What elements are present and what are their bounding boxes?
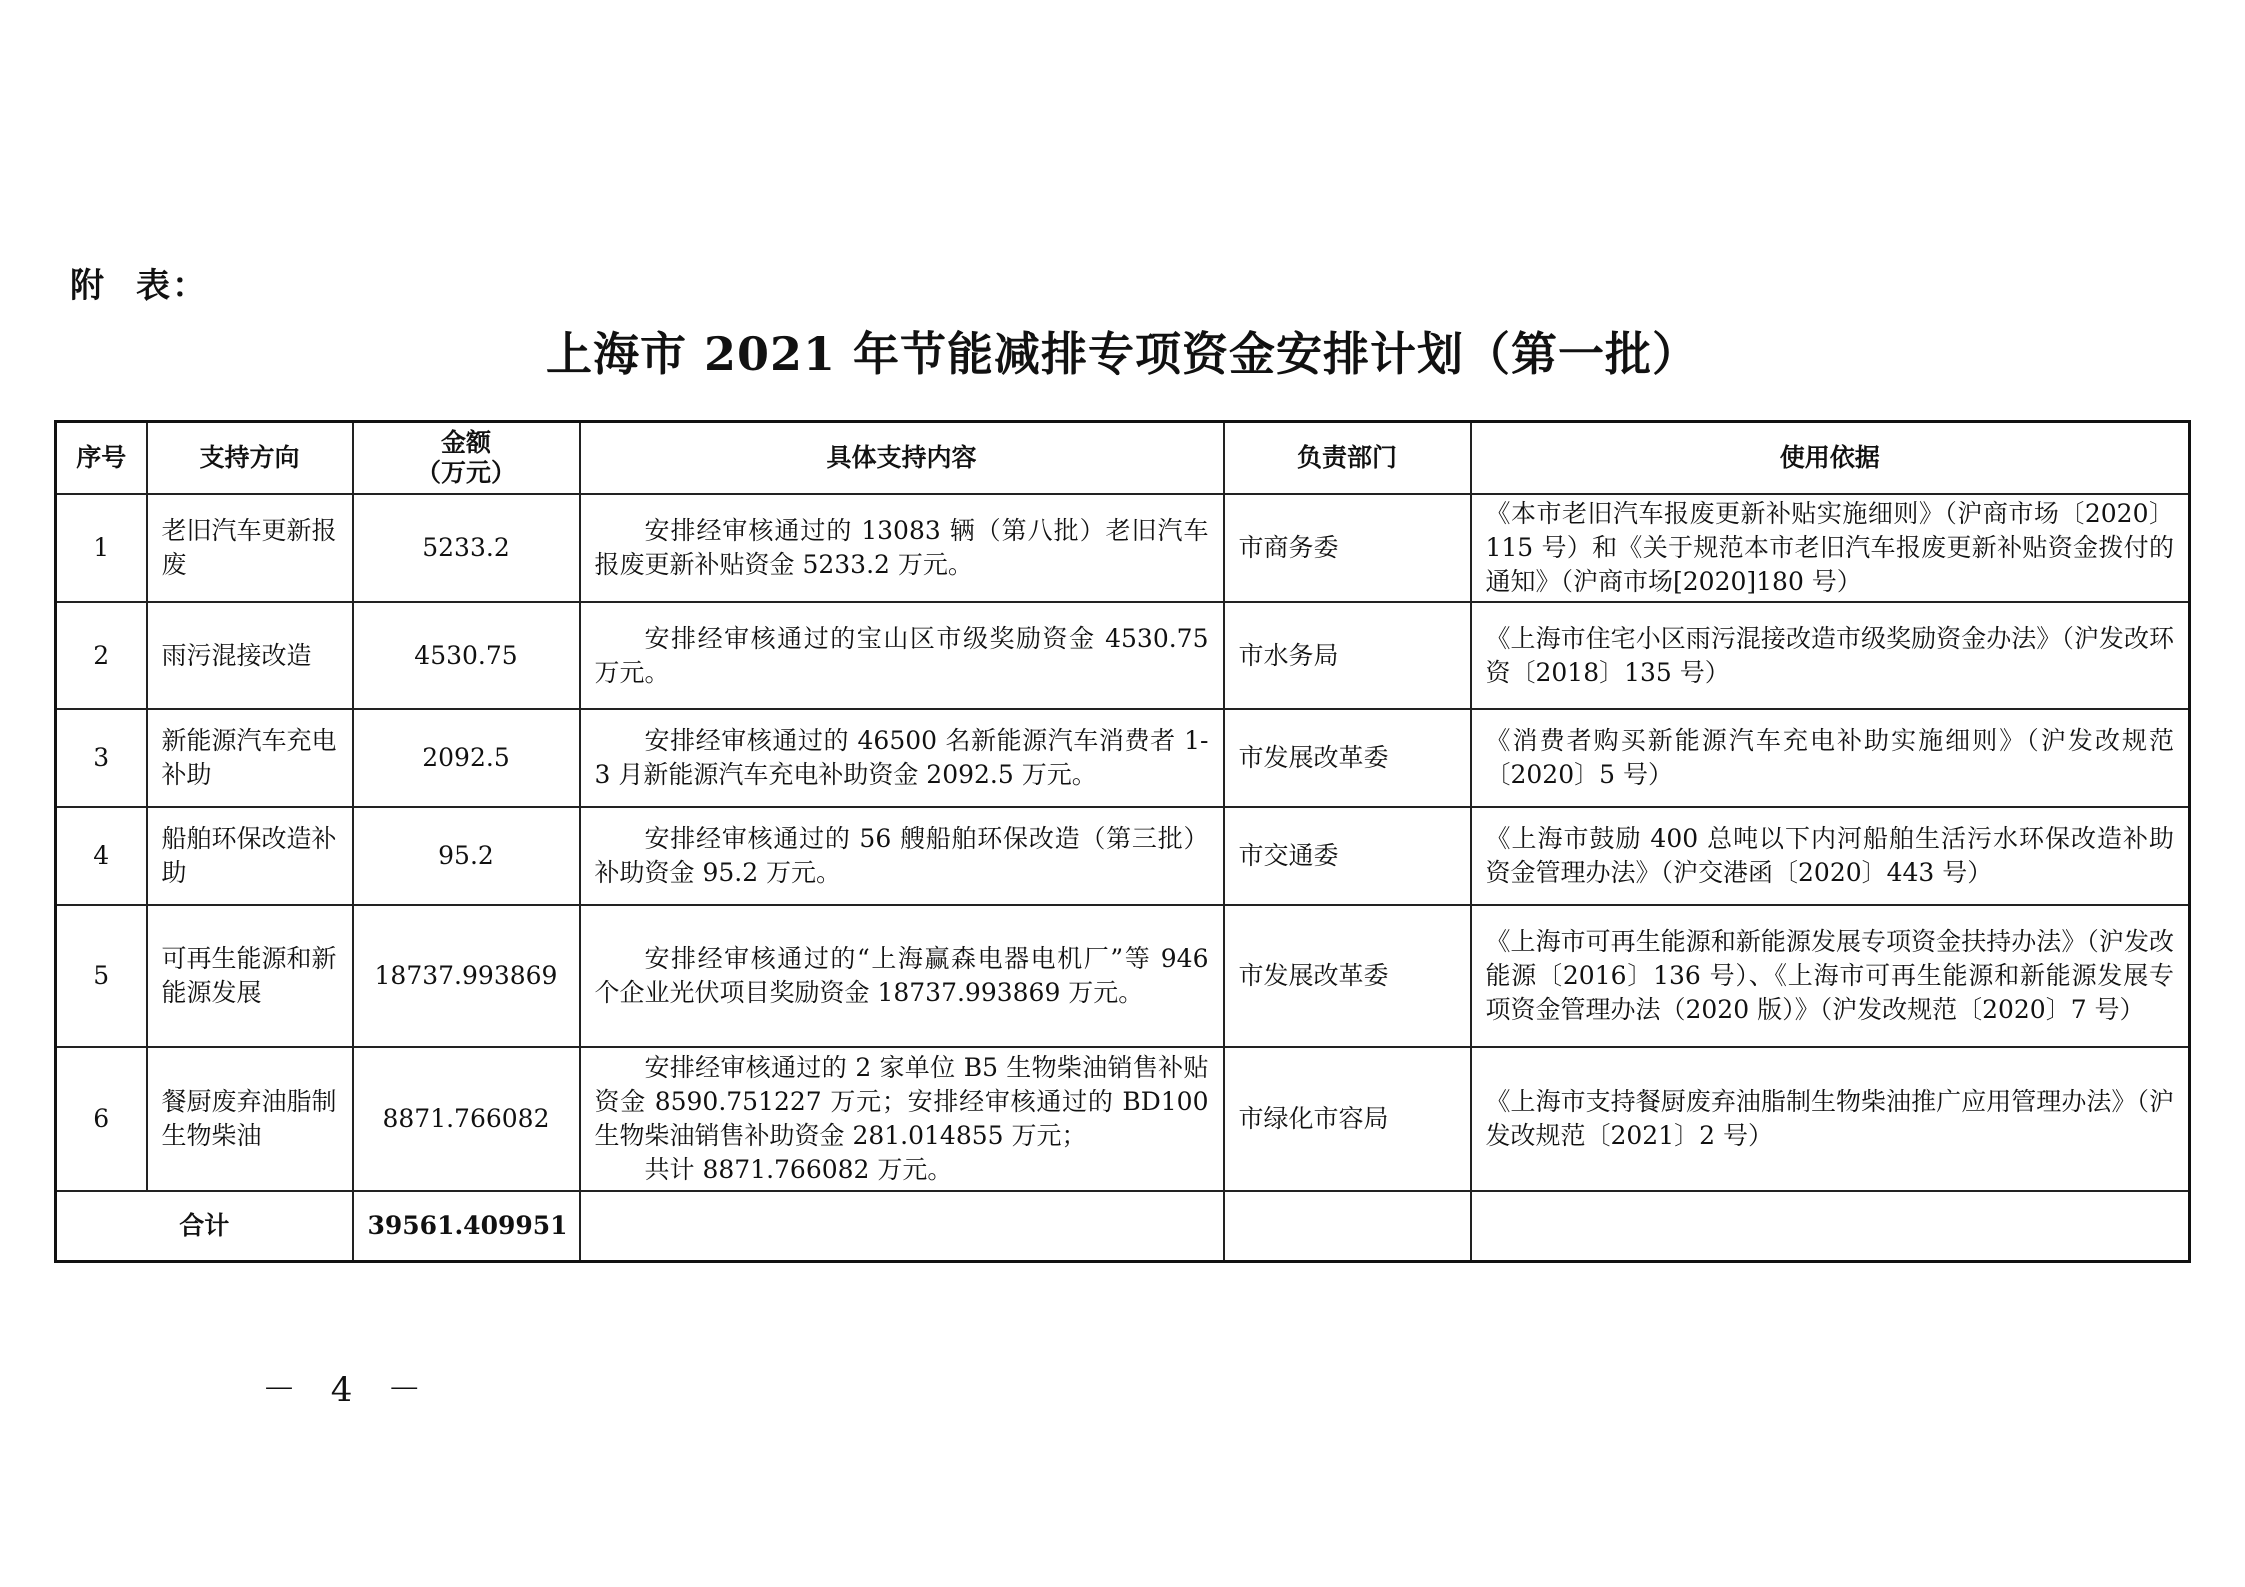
cell-department: 市发展改革委 — [1224, 905, 1471, 1047]
total-label: 合计 — [56, 1191, 353, 1262]
cell-content: 安排经审核通过的 13083 辆（第八批）老旧汽车报废更新补贴资金 5233.2 万元。 — [580, 494, 1224, 602]
cell-amount: 95.2 — [353, 807, 580, 905]
total-empty-department — [1224, 1191, 1471, 1262]
cell-direction: 老旧汽车更新报废 — [147, 494, 353, 602]
page-number: － 4 － — [262, 1370, 434, 1410]
cell-department: 市交通委 — [1224, 807, 1471, 905]
cell-direction: 船舶环保改造补助 — [147, 807, 353, 905]
cell-amount: 18737.993869 — [353, 905, 580, 1047]
funding-table — [54, 420, 2191, 1263]
cell-basis: 《上海市可再生能源和新能源发展专项资金扶持办法》（沪发改能源〔2016〕136 号）、《上海市可再生能源和新能源发展专项资金管理办法（2020 版）》（沪发改规范〔2020〕7 号） — [1471, 905, 2190, 1047]
cell-department: 市商务委 — [1224, 494, 1471, 602]
cell-direction: 新能源汽车充电补助 — [147, 709, 353, 807]
cell-amount: 4530.75 — [353, 602, 580, 709]
table-header-row — [56, 422, 2190, 495]
col-header-basis: 使用依据 — [1471, 422, 2190, 495]
col-header-content: 具体支持内容 — [580, 422, 1224, 495]
cell-direction: 餐厨废弃油脂制生物柴油 — [147, 1047, 353, 1191]
cell-content: 安排经审核通过的宝山区市级奖励资金 4530.75 万元。 — [580, 602, 1224, 709]
table-row — [56, 905, 2190, 1047]
cell-index: 3 — [56, 709, 147, 807]
table-row — [56, 709, 2190, 807]
cell-department: 市水务局 — [1224, 602, 1471, 709]
col-header-index: 序号 — [56, 422, 147, 495]
cell-amount: 8871.766082 — [353, 1047, 580, 1191]
total-empty-content — [580, 1191, 1224, 1262]
cell-direction: 可再生能源和新能源发展 — [147, 905, 353, 1047]
cell-basis: 《消费者购买新能源汽车充电补助实施细则》（沪发改规范〔2020〕5 号） — [1471, 709, 2190, 807]
cell-basis: 《本市老旧汽车报废更新补贴实施细则》（沪商市场〔2020〕115 号）和《关于规范本市老旧汽车报废更新补贴资金拨付的通知》（沪商市场[2020]180 号） — [1471, 494, 2190, 602]
col-header-department: 负责部门 — [1224, 422, 1471, 495]
col-header-direction: 支持方向 — [147, 422, 353, 495]
col-header-amount: 金额 （万元） — [353, 422, 580, 495]
table-row — [56, 807, 2190, 905]
cell-content: 安排经审核通过的 2 家单位 B5 生物柴油销售补贴资金 8590.751227 万元；安排经审核通过的 BD100 生物柴油销售补助资金 281.014855 万元； 共计 8871.766082 万元。 — [580, 1047, 1224, 1191]
total-amount: 39561.409951 — [353, 1191, 580, 1262]
cell-direction: 雨污混接改造 — [147, 602, 353, 709]
cell-department: 市发展改革委 — [1224, 709, 1471, 807]
total-row — [56, 1191, 2190, 1262]
cell-content: 安排经审核通过的 56 艘船舶环保改造（第三批）补助资金 95.2 万元。 — [580, 807, 1224, 905]
appendix-label: 附 表： — [70, 266, 208, 306]
table-row — [56, 494, 2190, 602]
cell-department: 市绿化市容局 — [1224, 1047, 1471, 1191]
page-title: 上海市 2021 年节能减排专项资金安排计划（第一批） — [545, 327, 1700, 381]
cell-index: 1 — [56, 494, 147, 602]
cell-amount: 2092.5 — [353, 709, 580, 807]
table-row — [56, 602, 2190, 709]
cell-index: 6 — [56, 1047, 147, 1191]
cell-index: 2 — [56, 602, 147, 709]
cell-index: 4 — [56, 807, 147, 905]
table-row — [56, 1047, 2190, 1191]
total-empty-basis — [1471, 1191, 2190, 1262]
cell-index: 5 — [56, 905, 147, 1047]
cell-basis: 《上海市支持餐厨废弃油脂制生物柴油推广应用管理办法》（沪发改规范〔2021〕2 号） — [1471, 1047, 2190, 1191]
cell-amount: 5233.2 — [353, 494, 580, 602]
cell-content: 安排经审核通过的 46500 名新能源汽车消费者 1-3 月新能源汽车充电补助资金 2092.5 万元。 — [580, 709, 1224, 807]
cell-basis: 《上海市住宅小区雨污混接改造市级奖励资金办法》（沪发改环资〔2018〕135 号） — [1471, 602, 2190, 709]
cell-basis: 《上海市鼓励 400 总吨以下内河船舶生活污水环保改造补助资金管理办法》（沪交港函〔2020〕443 号） — [1471, 807, 2190, 905]
cell-content: 安排经审核通过的“上海赢森电器电机厂”等 946 个企业光伏项目奖励资金 18737.993869 万元。 — [580, 905, 1224, 1047]
